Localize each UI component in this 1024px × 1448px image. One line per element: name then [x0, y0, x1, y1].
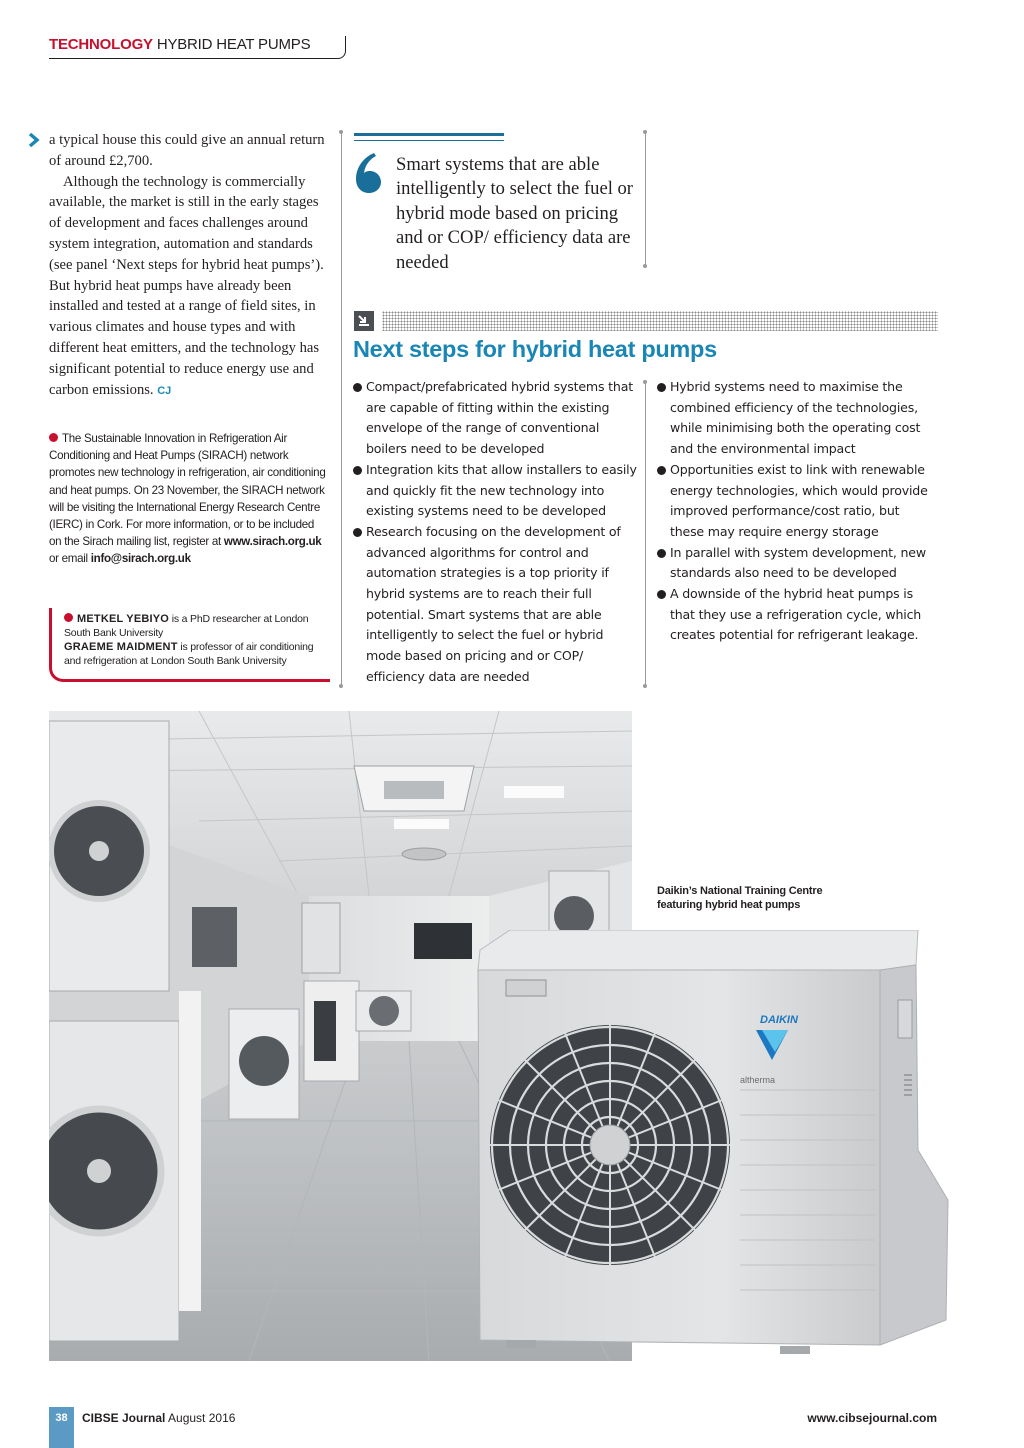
panel-item-text: In parallel with system development, new standards also need to be developed: [670, 544, 926, 581]
red-bullet-icon: [64, 613, 73, 622]
panel-title: Next steps for hybrid heat pumps: [353, 336, 717, 362]
author-bio-box: [49, 608, 330, 682]
issue-date: August 2016: [165, 1411, 236, 1425]
panel-item-text: Compact/prefabricated hybrid systems that are capable of fitting within the existing envelope of the range of conventional boilers need to be developed: [366, 379, 633, 457]
bullet-icon: [353, 528, 362, 537]
continued-chevron-icon: [27, 133, 41, 147]
pull-quote-divider: [645, 134, 646, 266]
panel-list-item: [353, 522, 638, 688]
panel-list-item: [353, 460, 638, 522]
website-link[interactable]: www.cibsejournal.com: [807, 1411, 937, 1425]
divider-dot: [339, 130, 343, 134]
bullet-icon: [657, 383, 666, 392]
panel-column-divider: [645, 384, 646, 686]
bullet-icon: [657, 549, 666, 558]
section-label: TECHNOLOGY: [49, 36, 153, 53]
divider-dot: [339, 684, 343, 688]
sirach-email-link[interactable]: info@sirach.org.uk: [90, 552, 191, 566]
panel-list-item: [657, 543, 937, 584]
info-or-email: or email: [49, 552, 91, 566]
bullet-icon: [657, 590, 666, 599]
corner-arrow-icon: [354, 311, 374, 331]
panel-list-item: [657, 377, 937, 460]
photo-caption: Daikin’s National Training Centre featuring hybrid heat pumps: [657, 885, 823, 911]
bullet-icon: [353, 466, 362, 475]
page-header: [49, 36, 310, 64]
panel-list-item: [353, 377, 638, 460]
journal-name: CIBSE Journal: [82, 1411, 166, 1425]
header-hook: [336, 36, 346, 59]
author-1-name: METKEL YEBIYO: [77, 613, 170, 625]
divider-dot: [643, 130, 647, 134]
article-body: [49, 130, 329, 401]
header-rule: [49, 58, 336, 59]
section-kicker: [49, 36, 310, 53]
quote-mark-icon: [354, 151, 386, 195]
panel-item-text: A downside of the hybrid heat pumps is that they use a refrigeration cycle, which creates potential for refrigerant leakage.: [670, 586, 922, 643]
article-paragraph-2: [49, 172, 329, 402]
panel-column-1: [353, 377, 638, 688]
author-2-name: GRAEME MAIDMENT: [64, 641, 178, 653]
divider-dot: [643, 684, 647, 688]
pull-quote-rule-thin: [354, 140, 504, 141]
article-paragraph: a typical house this could give an annual return of around £2,700.: [49, 132, 325, 169]
pull-quote-rule: [354, 133, 504, 136]
panel-column-2: [657, 377, 937, 646]
panel-item-text: Hybrid systems need to maximise the combined efficiency of the technologies, while minimising both the operating cost and the environmental impact: [670, 379, 921, 457]
sirach-info-box: [49, 430, 327, 568]
info-text: The Sustainable Innovation in Refrigeration Air Conditioning and Heat Pumps (SIRACH) network promotes new technology in refrigeration, air conditioning and heat pumps. On 23 November, the SIRACH network will be visiting the International Energy Research Centre (IERC) in Cork. For more information, or to be included on the Sirach mailing list, register at: [49, 432, 326, 549]
author-1-desc: is a PhD researcher at London South Bank University: [64, 613, 309, 639]
topic-label: HYBRID HEAT PUMPS: [156, 36, 311, 53]
article-paragraph-text: Although the technology is commercially available, the market is still in the early stages of development and faces challenges around system integration, automation and standards (see panel ‘Next steps for hybrid heat pumps’). But hybrid heat pumps have already been installed and tested at a range of field sites, in various climates and house types and with different heat emitters, and the technology has significant potential to reduce energy use and carbon emissions.: [49, 173, 324, 398]
altherma-label: altherma: [740, 1075, 776, 1085]
daikin-logo-text: DAIKIN: [760, 1014, 798, 1026]
pull-quote-text: Smart systems that are able intelligently to select the fuel or hybrid mode based on pricing and or COP/ efficiency data are needed: [396, 154, 633, 273]
panel-list-item: [657, 584, 937, 646]
panel-item-text: Integration kits that allow installers to easily and quickly fit the new technology into existing systems need to be developed: [366, 461, 637, 519]
panel-item-text: Research focusing on the development of advanced algorithms for control and automation strategies is a top priority if hybrid systems are to reach their full potential. Smart systems that are able intelligently to select the fuel or hybrid mode based on pricing and or COP/ efficiency data are needed: [366, 523, 621, 684]
column-divider-left: [341, 134, 342, 686]
bullet-icon: [657, 466, 666, 475]
page-number: 38: [55, 1412, 68, 1424]
author-signoff: CJ: [157, 384, 172, 397]
author-2-desc: is professor of air conditioning and refrigeration at London South Bank University: [64, 641, 314, 667]
panel-list-item: [657, 460, 937, 543]
author-1: [64, 612, 330, 640]
author-2: [64, 640, 330, 668]
panel-item-text: Opportunities exist to link with renewable energy technologies, which would provide improved performance/cost ratio, but these may require energy storage: [670, 461, 928, 539]
panel-dotted-band: [382, 311, 938, 331]
daikin-altherma-unit: [470, 930, 956, 1360]
red-bullet-icon: [49, 433, 58, 442]
divider-dot: [643, 380, 647, 384]
sirach-link[interactable]: www.sirach.org.uk: [223, 535, 322, 549]
panel-corner-icon: [354, 311, 374, 331]
journal-issue: [82, 1411, 235, 1425]
bullet-icon: [353, 383, 362, 392]
divider-dot: [643, 264, 647, 268]
